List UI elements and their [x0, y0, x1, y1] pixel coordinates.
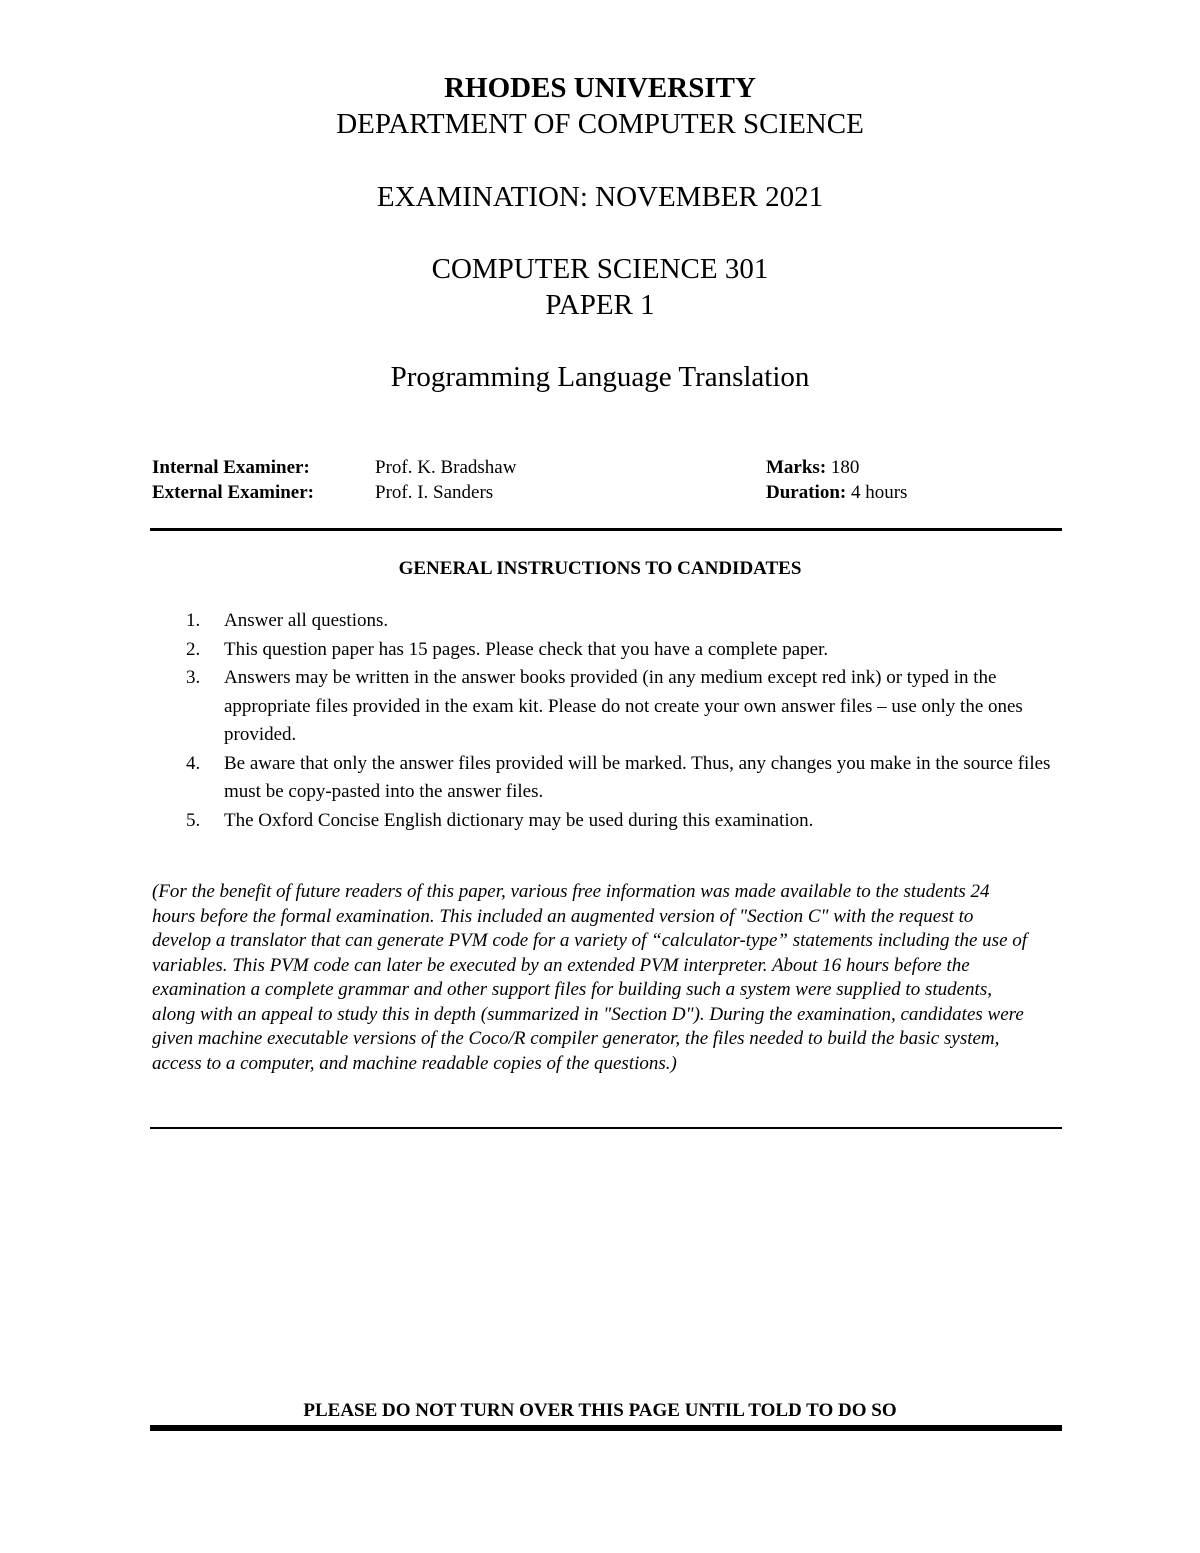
- duration-field: [766, 482, 907, 504]
- readers-note: (For the benefit of future readers of this paper, various free information was made available to the students 24 hours before the formal examination. This included an augmented version of "Section C" with the request to develop a translator that can generate PVM code for a variety of “calculator-type” statements including the use of variables. This PVM code can later be executed by an extended PVM interpreter. About 16 hours before the examination a complete grammar and other support files for building such a system were supplied to students, along with an appeal to study this in depth (summarized in "Section D"). During the examination, candidates were given machine executable versions of the Coco/R compiler generator, the files needed to build the basic system, access to a computer, and machine readable copies of the questions.): [152, 881, 1028, 1074]
- do-not-turn-notice: PLEASE DO NOT TURN OVER THIS PAGE UNTIL TOLD TO DO SO: [303, 1400, 897, 1421]
- external-examiner-label: External Examiner:: [152, 482, 315, 503]
- internal-examiner-name: Prof. K. Bradshaw: [375, 457, 517, 478]
- duration-value: 4 hours: [846, 482, 908, 503]
- instruction-text: This question paper has 15 pages. Please check that you have a complete paper.: [224, 638, 829, 660]
- instruction-number: 5.: [186, 809, 201, 831]
- marks-label: Marks:: [766, 457, 827, 478]
- middle-divider: [150, 1127, 1062, 1129]
- instructions-heading: GENERAL INSTRUCTIONS TO CANDIDATES: [398, 558, 802, 579]
- instruction-item: [186, 807, 1066, 836]
- marks-field: [766, 457, 859, 479]
- instruction-number: 1.: [186, 610, 201, 631]
- instruction-text: The Oxford Concise English dictionary may be used during this examination.: [224, 809, 814, 831]
- marks-value: 180: [826, 457, 860, 478]
- course-title: COMPUTER SCIENCE 301: [431, 253, 769, 285]
- instruction-number: 3.: [186, 667, 201, 688]
- instruction-text: Answers may be written in the answer books provided (in any medium except red ink) or typed in the appropriate files provided in the exam kit. Please do not create your own answer files – use only the ones provided.: [224, 667, 1023, 745]
- instruction-item: [186, 750, 1066, 807]
- instruction-number: 4.: [186, 752, 201, 774]
- paper-number: PAPER 1: [545, 289, 655, 321]
- instruction-text: Be aware that only the answer files provided will be marked. Thus, any changes you make in the source files must be copy-pasted into the answer files.: [224, 752, 1051, 802]
- instruction-number: 2.: [186, 638, 201, 660]
- internal-examiner-label: Internal Examiner:: [152, 457, 310, 478]
- external-examiner-name: Prof. I. Sanders: [375, 482, 494, 503]
- duration-label: Duration:: [766, 482, 847, 503]
- bottom-divider: [150, 1425, 1062, 1431]
- top-divider: [150, 528, 1062, 531]
- university-name: RHODES UNIVERSITY: [444, 72, 756, 104]
- internal-examiner-row: [0, 457, 1200, 483]
- department-name: DEPARTMENT OF COMPUTER SCIENCE: [336, 108, 864, 140]
- examination-date: EXAMINATION: NOVEMBER 2021: [376, 181, 824, 213]
- instruction-text: Answer all questions.: [224, 610, 389, 631]
- instruction-item: [186, 607, 1066, 636]
- subject-title: Programming Language Translation: [390, 361, 810, 393]
- external-examiner-row: [0, 482, 1200, 508]
- instructions-list: [186, 607, 1066, 835]
- instruction-item: [186, 636, 1066, 665]
- instruction-item: [186, 664, 1066, 750]
